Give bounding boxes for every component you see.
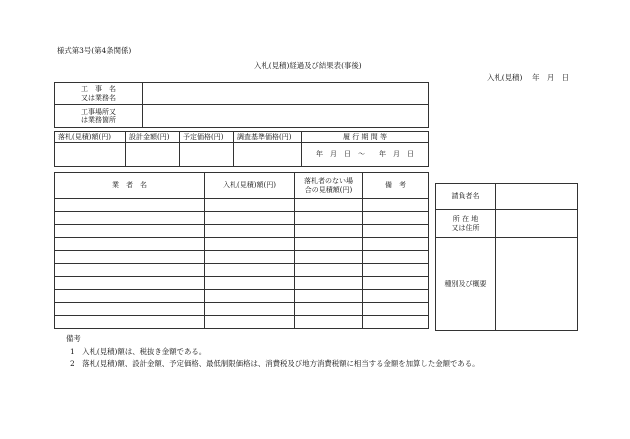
remarks-cell[interactable] [363,238,429,251]
estimate-cell[interactable] [295,290,363,303]
table-row [55,277,429,290]
survey-standard-price-header: 調査基準価格(円) [234,132,302,143]
bidder-name-cell[interactable] [55,303,205,316]
bid-date-label: 入札(見積) 年 月 日 [487,73,570,82]
project-name-label: 工 事 名 又は業務名 [55,83,143,105]
bid-amount-cell[interactable] [205,225,295,238]
table-row [55,238,429,251]
table-row [55,290,429,303]
remarks-cell[interactable] [363,264,429,277]
bidder-name-cell[interactable] [55,251,205,264]
estimate-cell[interactable] [295,277,363,290]
bidder-name-cell[interactable] [55,212,205,225]
remarks-cell[interactable] [363,199,429,212]
estimate-cell[interactable] [295,264,363,277]
project-location-field[interactable] [143,105,429,128]
design-amount-field[interactable] [126,143,180,167]
contractor-name-label: 請負者名 [436,184,496,210]
table-row [55,225,429,238]
table-row [55,264,429,277]
estimate-cell[interactable] [295,212,363,225]
winning-bid-header: 落札(見積)額(円) [55,132,126,143]
project-name-field[interactable] [143,83,429,105]
remarks-cell[interactable] [363,316,429,329]
estimate-cell[interactable] [295,316,363,329]
winning-bid-field[interactable] [55,143,126,167]
form-style-number: 様式第3号(第4条関係) [57,46,132,55]
table-row [55,303,429,316]
bid-amount-cell[interactable] [205,199,295,212]
bidder-name-cell[interactable] [55,225,205,238]
design-amount-header: 設計金額(円) [126,132,180,143]
contractor-name-field[interactable] [496,184,578,210]
contractor-table [435,183,578,331]
estimate-cell[interactable] [295,199,363,212]
bid-amount-cell[interactable] [205,238,295,251]
bidders-table [54,172,429,329]
bid-amount-cell[interactable] [205,277,295,290]
table-row [55,251,429,264]
notes-heading: 備考 [66,334,81,343]
remarks-cell[interactable] [363,212,429,225]
bid-amount-cell[interactable] [205,212,295,225]
bidder-name-cell[interactable] [55,264,205,277]
performance-period-header: 履 行 期 間 等 [302,132,429,143]
note-item: 1 入札(見積)額は、税抜き金額である。 [70,347,207,356]
bid-amount-cell[interactable] [205,264,295,277]
remarks-header: 備 考 [363,173,429,199]
bid-amount-cell[interactable] [205,251,295,264]
remarks-cell[interactable] [363,277,429,290]
planned-price-field[interactable] [180,143,234,167]
contractor-address-label: 所 在 地 又は住所 [436,210,496,238]
type-overview-label: 種別及び概要 [436,238,496,331]
bid-amount-cell[interactable] [205,290,295,303]
estimate-cell[interactable] [295,303,363,316]
project-table [54,82,429,128]
survey-standard-price-field[interactable] [234,143,302,167]
estimate-cell[interactable] [295,251,363,264]
project-location-label: 工事場所又 は業務箇所 [55,105,143,128]
bid-amount-cell[interactable] [205,316,295,329]
table-row [55,316,429,329]
remarks-cell[interactable] [363,290,429,303]
planned-price-header: 予定価格(円) [180,132,234,143]
amount-table [54,131,429,167]
table-row [55,199,429,212]
remarks-cell[interactable] [363,225,429,238]
form-title: 入札(見積)経過及び結果表(事後) [254,61,362,70]
type-overview-field[interactable] [496,238,578,331]
bidder-name-cell[interactable] [55,277,205,290]
bidder-name-cell[interactable] [55,316,205,329]
contractor-address-field[interactable] [496,210,578,238]
estimate-cell[interactable] [295,238,363,251]
performance-period-field[interactable]: 年 月 日 ～ 年 月 日 [302,143,429,167]
bidder-name-cell[interactable] [55,290,205,303]
remarks-cell[interactable] [363,251,429,264]
no-winner-estimate-header: 落札者のない場 合の見積額(円) [295,173,363,199]
estimate-cell[interactable] [295,225,363,238]
bid-amount-cell[interactable] [205,303,295,316]
bidder-name-cell[interactable] [55,199,205,212]
bidder-name-header: 業 者 名 [55,173,205,199]
bidder-name-cell[interactable] [55,238,205,251]
remarks-cell[interactable] [363,303,429,316]
bid-amount-header: 入札(見積)額(円) [205,173,295,199]
note-item: 2 落札(見積)額、設計金額、予定価格、最低制限価格は、消費税及び地方消費税額に相当する金額を加算した金額である。 [70,359,480,368]
table-row [55,212,429,225]
